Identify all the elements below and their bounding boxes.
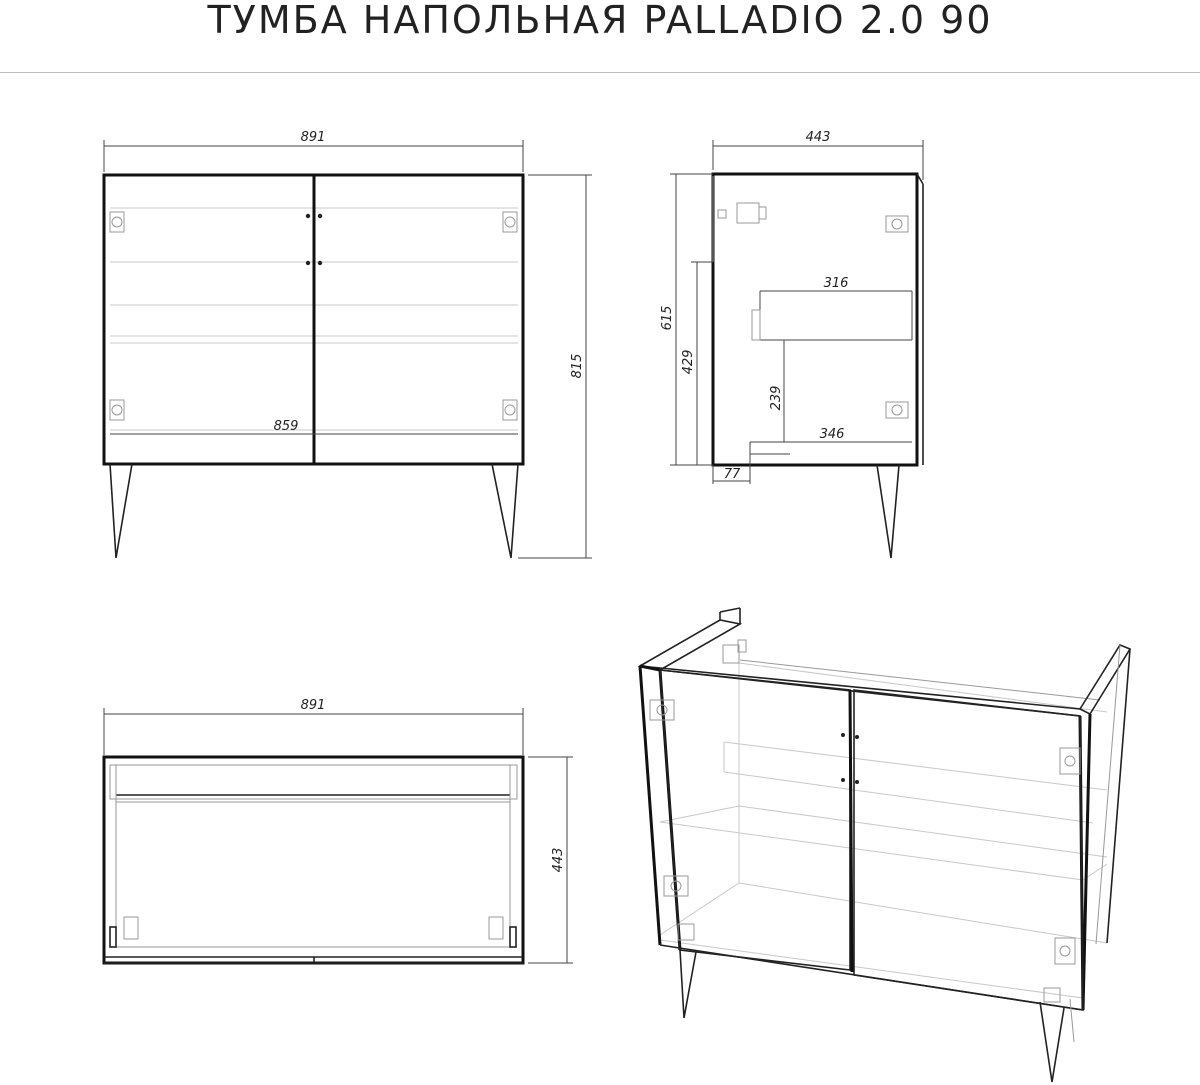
top-width-label: 891 [300, 698, 326, 713]
side-429-label: 429 [681, 349, 696, 375]
top-view [104, 698, 573, 963]
hinge-icon [886, 216, 908, 418]
front-inner-width-label: 859 [273, 419, 299, 434]
side-shelf-width-label: 316 [823, 276, 849, 291]
side-view [660, 130, 923, 558]
front-width-label: 891 [300, 130, 326, 145]
side-239-label: 239 [769, 385, 784, 411]
page-title: ТУМБА НАПОЛЬНАЯ PALLADIO 2.0 90 [207, 0, 993, 42]
hinge-icon [650, 700, 1080, 1002]
front-height-label: 815 [570, 353, 585, 379]
top-depth-label: 443 [551, 847, 566, 873]
side-depth-label: 443 [805, 130, 831, 145]
front-view [104, 130, 592, 558]
side-offset-label: 77 [723, 467, 741, 482]
isometric-view [640, 608, 1130, 1082]
side-615-label: 615 [660, 305, 675, 331]
side-bottom-width-label: 346 [819, 427, 845, 442]
